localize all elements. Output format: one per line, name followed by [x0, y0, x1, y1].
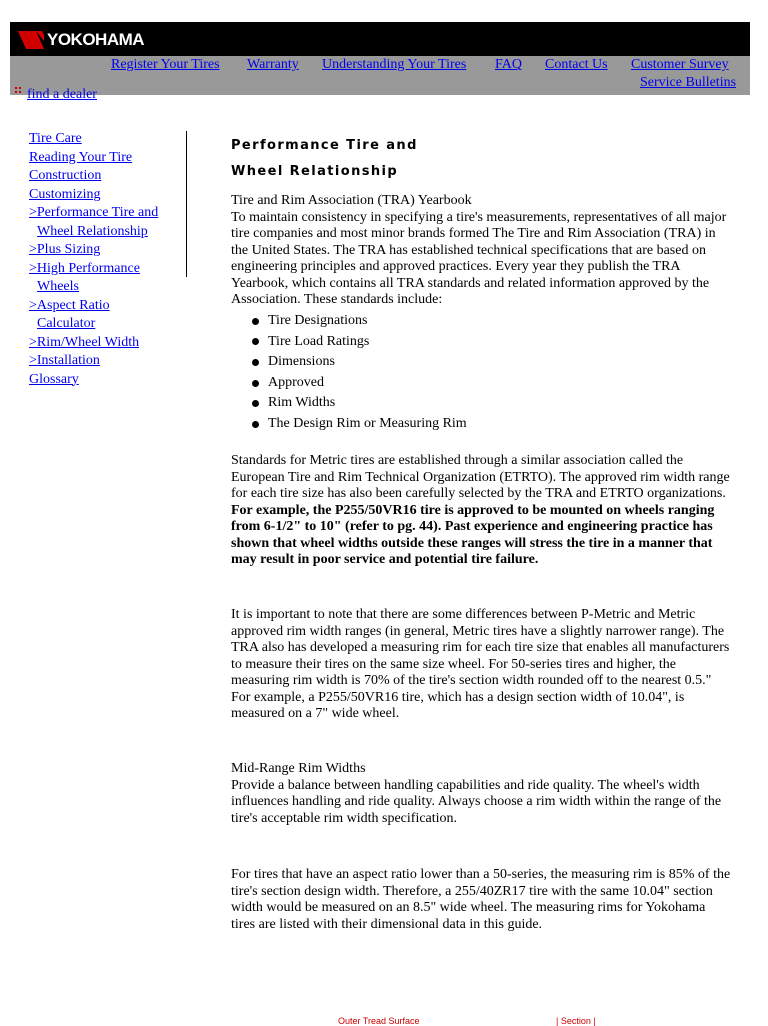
page-title: [231, 133, 418, 185]
important-paragraph: It is important to note that there are some differences between P-Metric and Metric approved rim width ranges (in general, Metric tires have a slightly narrower range). The TRA also has developed a measuring rim for each tire size that enables all manufacturers to measure their tires on the same size wheel. For 50-series tires and higher, the measuring rim width is 70% of the tire's section width rounded off to the nearest 0.5." For example, a P255/50VR16 tire, which has a design section width of 10.04", is measured on a 7" wide wheel.: [231, 607, 730, 721]
metric-paragraph: [231, 453, 731, 569]
sidebar-item-high-performance[interactable]: >High Performance: [29, 260, 140, 276]
aspect-paragraph: For tires that have an aspect ratio lower than a 50-series, the measuring rim is 85% of the tire's section design width. Therefore, a 255/40ZR17 tire with the same 10.04" section width would be measured on an 8.5" wide wheel. The measuring rims for Yokohama tires are listed with their dimensional data in this guide.: [231, 867, 731, 932]
nav-find-dealer[interactable]: find a dealer: [27, 87, 97, 102]
sidebar-item-rim-wheel-width[interactable]: >Rim/Wheel Width: [29, 334, 140, 350]
sidebar-item-performance-tire[interactable]: >Performance Tire and: [29, 205, 159, 220]
standards-list: [252, 311, 467, 435]
diagram-label-section: | Section |: [556, 1016, 596, 1026]
sidebar-item-reading-your-tire[interactable]: Reading Your Tire: [29, 149, 133, 165]
page-title-line1: Performance Tire and: [231, 138, 418, 153]
tra-section: [231, 193, 731, 309]
nav-warranty[interactable]: Warranty: [247, 57, 299, 72]
bullet-icon: [252, 359, 259, 366]
sidebar-nav: [29, 130, 179, 389]
nav-service-bulletins[interactable]: Service Bulletins: [640, 75, 737, 90]
nav-customer-survey[interactable]: Customer Survey: [631, 57, 729, 72]
sidebar-item-construction[interactable]: Construction: [29, 168, 102, 183]
bullet-icon: [252, 380, 259, 387]
brand-logo[interactable]: [18, 30, 144, 50]
yokohama-stripes-icon: [18, 31, 44, 49]
metric-bold-text: For example, the P255/50VR16 tire is approved to be mounted on wheels ranging from 6-1/2" to 10" (refer to pg. 44). Past experience and engineering practice has shown that wheel widths outside these ranges will stress the tire in a manner that may result in poor service and potential tire failure.: [231, 502, 715, 567]
list-item: Dimensions: [252, 352, 467, 373]
metric-text: Standards for Metric tires are established through a similar association called the European Tire and Rim Technical Organization (ETRTO). The approved rim width range for each tire size has also been carefully selected by the TRA and ETRTO organizations.: [231, 453, 730, 501]
list-item: The Design Rim or Measuring Rim: [252, 414, 467, 435]
sidebar-item-glossary[interactable]: Glossary: [29, 371, 79, 387]
list-item: Tire Designations: [252, 311, 467, 332]
sidebar-item-tire-care[interactable]: Tire Care: [29, 131, 82, 146]
midrange-section: [231, 761, 731, 827]
midrange-body: Provide a balance between handling capabilities and ride quality. The wheel's width influences handling and ride quality. Always choose a rim width within the range of the tire's acceptable rim width specification.: [231, 777, 722, 826]
sidebar-item-plus-sizing[interactable]: >Plus Sizing: [29, 242, 101, 257]
sidebar-divider: [186, 131, 187, 277]
bullet-icon: [252, 421, 259, 428]
diagram-label-outer-tread: Outer Tread Surface: [338, 1016, 420, 1026]
list-item: Tire Load Ratings: [252, 332, 467, 353]
bullet-icon: [252, 338, 259, 345]
site-header: [10, 22, 750, 102]
midrange-heading: Mid-Range Rim Widths: [231, 761, 366, 776]
sidebar-item-installation[interactable]: >Installation: [29, 353, 100, 368]
logo-bar: [10, 22, 750, 56]
sidebar-item-wheels[interactable]: Wheels: [37, 279, 79, 294]
list-item: Rim Widths: [252, 393, 467, 414]
logo-text: YOKOHAMA: [47, 30, 145, 49]
sidebar-item-customizing[interactable]: Customizing: [29, 186, 101, 202]
nav-register-tires[interactable]: Register Your Tires: [111, 57, 220, 72]
nav-faq[interactable]: FAQ: [495, 57, 522, 72]
nav-contact-us[interactable]: Contact Us: [545, 57, 608, 72]
sidebar-item-wheel-relationship[interactable]: Wheel Relationship: [37, 223, 148, 239]
page-title-line2: Wheel Relationship: [231, 164, 399, 179]
sidebar-item-aspect-ratio[interactable]: >Aspect Ratio: [29, 297, 110, 313]
list-item: Approved: [252, 373, 467, 394]
bullet-icon: [252, 400, 259, 407]
tra-heading: Tire and Rim Association (TRA) Yearbook: [231, 193, 472, 208]
bullet-icon: [252, 318, 259, 325]
sidebar-item-calculator[interactable]: Calculator: [37, 316, 96, 331]
nav-understanding-tires[interactable]: Understanding Your Tires: [322, 57, 467, 72]
top-nav: [10, 56, 750, 102]
tra-body: To maintain consistency in specifying a tire's measurements, representatives of all major tire companies and most minor brands formed The Tire and Rim Association (TRA) in the United States. The TRA has established technical specifications that are based on engineering principles and approved practices. Every year they publish the TRA Yearbook, which contains all TRA standards and related information approved by the Association. These standards include:: [231, 209, 727, 307]
dealer-grid-icon: [15, 87, 21, 93]
